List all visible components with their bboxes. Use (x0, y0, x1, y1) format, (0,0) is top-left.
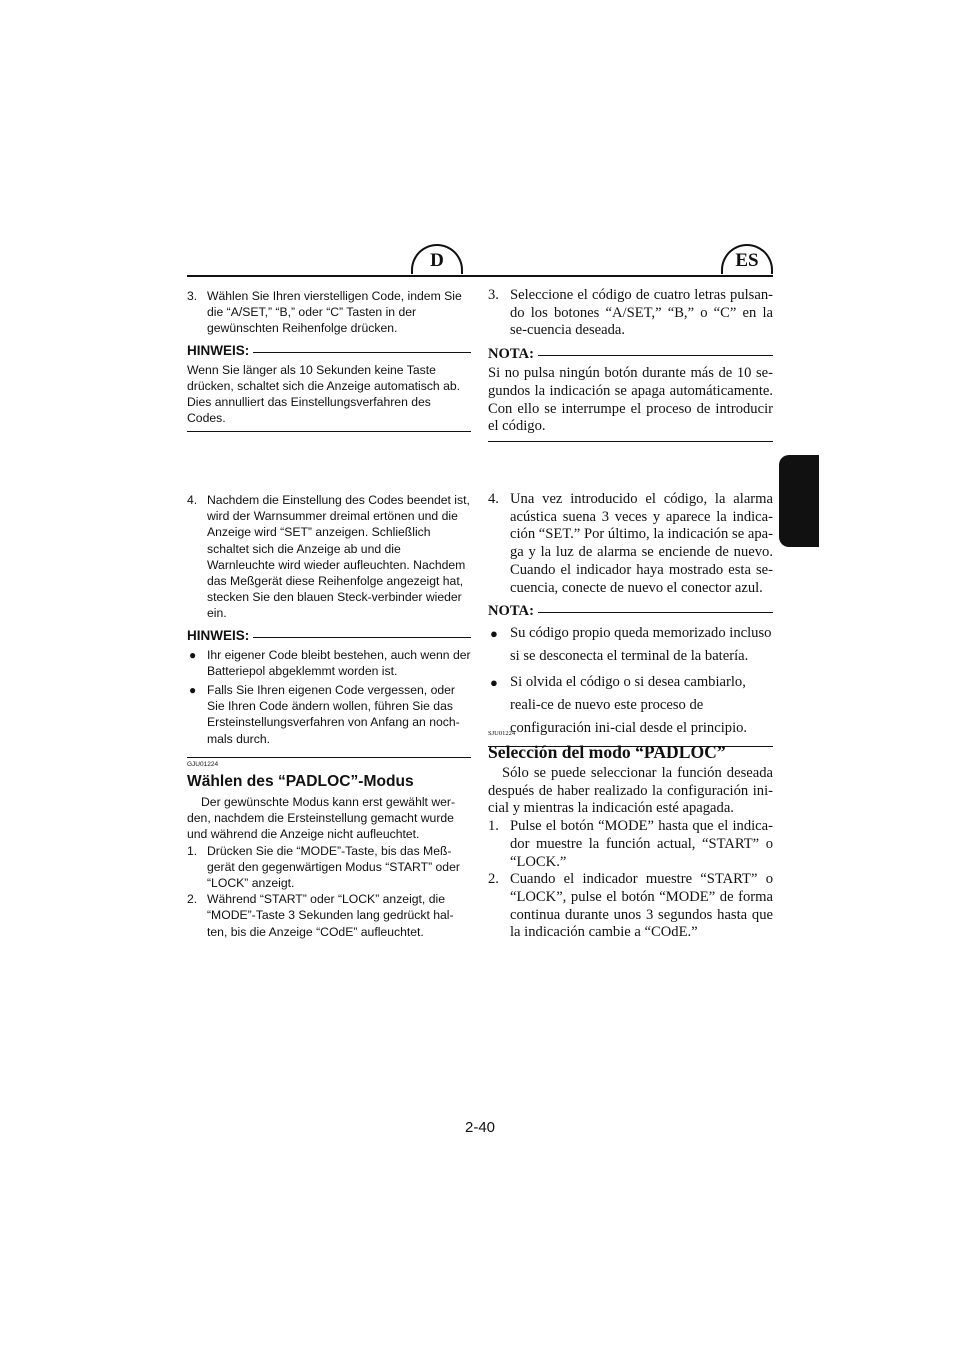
step-text: Während “START” oder “LOCK” anzeigt, die “MODE”-Taste 3 Sekunden lang gedrückt hal-ten, bis die Anzeige “COdE” aufleuchtet. (207, 892, 454, 939)
de-section-title: Wählen des “PADLOC”-Modus (187, 773, 414, 790)
es-section-title: Selección del modo “PADLOC” (488, 742, 726, 762)
step-text: Cuando el indicador muestre “START” o “LOCK”, pulse el botón “MODE” de forma continua durante unos 3 segundos hasta que la indicación cambie a “COdE.” (510, 871, 773, 941)
language-badge-german: D (411, 244, 463, 274)
es-section-code: SJU01224 (488, 730, 516, 737)
bullet-icon: ● (490, 675, 498, 691)
bullet-icon: ● (490, 626, 498, 642)
note-label: NOTA: (488, 603, 538, 620)
step-number: 3. (187, 289, 198, 303)
step-text: Drücken Sie die “MODE”-Taste, bis das Meß-gerät den gegenwärtigen Modus “START” oder “LOCK” anzeigt. (207, 843, 460, 891)
de-note-1-text: Wenn Sie länger als 10 Sekunden keine Taste drücken, schaltet sich die Anzeige automatisch ab. Dies annulliert das Einstellungsverfahren des Codes. (187, 362, 461, 426)
de-step-4 (187, 492, 471, 622)
bullet-icon: ● (189, 683, 197, 698)
step-text: Pulse el botón “MODE” hasta que el indica-dor muestre la función actual, “START” o “LOCK.” (510, 818, 773, 870)
step-number: 2. (187, 892, 198, 907)
es-section-block (488, 730, 773, 942)
step-text: Una vez introducido el código, la alarma acústica suena 3 veces y aparece la indica-ción “SET.” Por último, la indicación se apa-ga y la luz de alarma se enciende de nuevo. Cuando el indicador haya mostrado esta se-cuencia, conecte de nuevo el conector azul. (510, 491, 773, 596)
de-section-intro: Der gewünschte Modus kann erst gewählt wer-den, nachdem die Ersteinstellung gemacht wurde und während die Anzeige nicht aufleuchtet. (187, 795, 456, 842)
note-label: NOTA: (488, 346, 538, 363)
note-end-rule (187, 757, 471, 758)
de-middle-block (187, 492, 471, 758)
chapter-tab (779, 455, 819, 547)
de-top-block (187, 288, 471, 432)
de-section-block (187, 761, 471, 940)
step-number: 1. (187, 843, 198, 858)
step-number: 4. (488, 491, 499, 507)
note-end-rule (187, 431, 471, 432)
step-number: 4. (187, 493, 198, 507)
language-header (187, 244, 773, 280)
page-number: 2-40 (464, 1119, 496, 1136)
de-note-2-bullet-1: ● Ihr eigener Code bleibt bestehen, auch wenn der Batteriepol abgeklemmt worden ist. (189, 647, 471, 678)
es-middle-block (488, 491, 773, 747)
es-note-2-bullet-2: ● Si olvida el código o si desea cambiarlo, reali-ce de nuevo este proceso de configuración ini-cial desde el principio. (488, 671, 773, 740)
de-note-2-header (187, 628, 471, 644)
de-note-1-header (187, 343, 471, 359)
es-section-step-1 (488, 818, 773, 871)
es-section-intro: Sólo se puede seleccionar la función deseada después de haber realizado la configuración ini-cial y mientras la indicación esté apagada. (488, 765, 773, 817)
es-note-2-header (488, 603, 773, 619)
de-section-step-2 (187, 891, 471, 940)
bullet-icon: ● (189, 647, 197, 662)
step-text: Nachdem die Einstellung des Codes beendet ist, wird der Warnsummer dreimal ertönen und die Anzeige wird “SET” anzeigen. Schließlich schaltet sich die Anzeige ab und die Warnleuchte wird wieder aufleuchten. Nachdem das Meßgerät diese Reihenfolge angezeigt hat, stecken Sie den blauen Steck-verbinder wieder ein. (207, 493, 470, 621)
step-number: 1. (488, 818, 499, 835)
es-note-2-bullet-1: ● Su código propio queda memorizado incluso si se desconecta el terminal de la batería. (488, 622, 773, 668)
es-note-1-header (488, 346, 773, 362)
de-section-step-1 (187, 843, 471, 892)
de-note-2-bullet-2: ● Falls Sie Ihren eigenen Code vergessen, oder Sie Ihren Code ändern wollen, führen Sie das Ersteinstellungsverfahren von Anfang an noch-mals durch. (189, 683, 460, 746)
step-number: 3. (488, 287, 499, 303)
es-section-step-2 (488, 871, 773, 942)
es-step-4 (488, 491, 773, 597)
step-text: Seleccione el código de cuatro letras pulsan-do los botones “A/SET,” “B,” o “C” en la se-cuencia deseada. (510, 287, 773, 339)
note-label: HINWEIS: (187, 628, 253, 644)
note-end-rule (488, 441, 773, 442)
es-note-1-text: Si no pulsa ningún botón durante más de 10 se-gundos la indicación se apaga automáticamente. Con ello se interrumpe el proceso de introducir el código. (488, 365, 773, 435)
header-rule (187, 275, 773, 277)
es-top-block (488, 287, 773, 442)
note-label: HINWEIS: (187, 343, 253, 359)
step-text: Wählen Sie Ihren vierstelligen Code, indem Sie die “A/SET,” “B,” oder “C” Tasten in der gewünschten Reihenfolge drücken. (207, 289, 462, 336)
de-section-code: GJU01224 (187, 761, 219, 768)
step-number: 2. (488, 871, 499, 888)
es-step-3 (488, 287, 773, 340)
language-badge-spanish: ES (721, 244, 773, 274)
de-step-3 (187, 288, 471, 337)
